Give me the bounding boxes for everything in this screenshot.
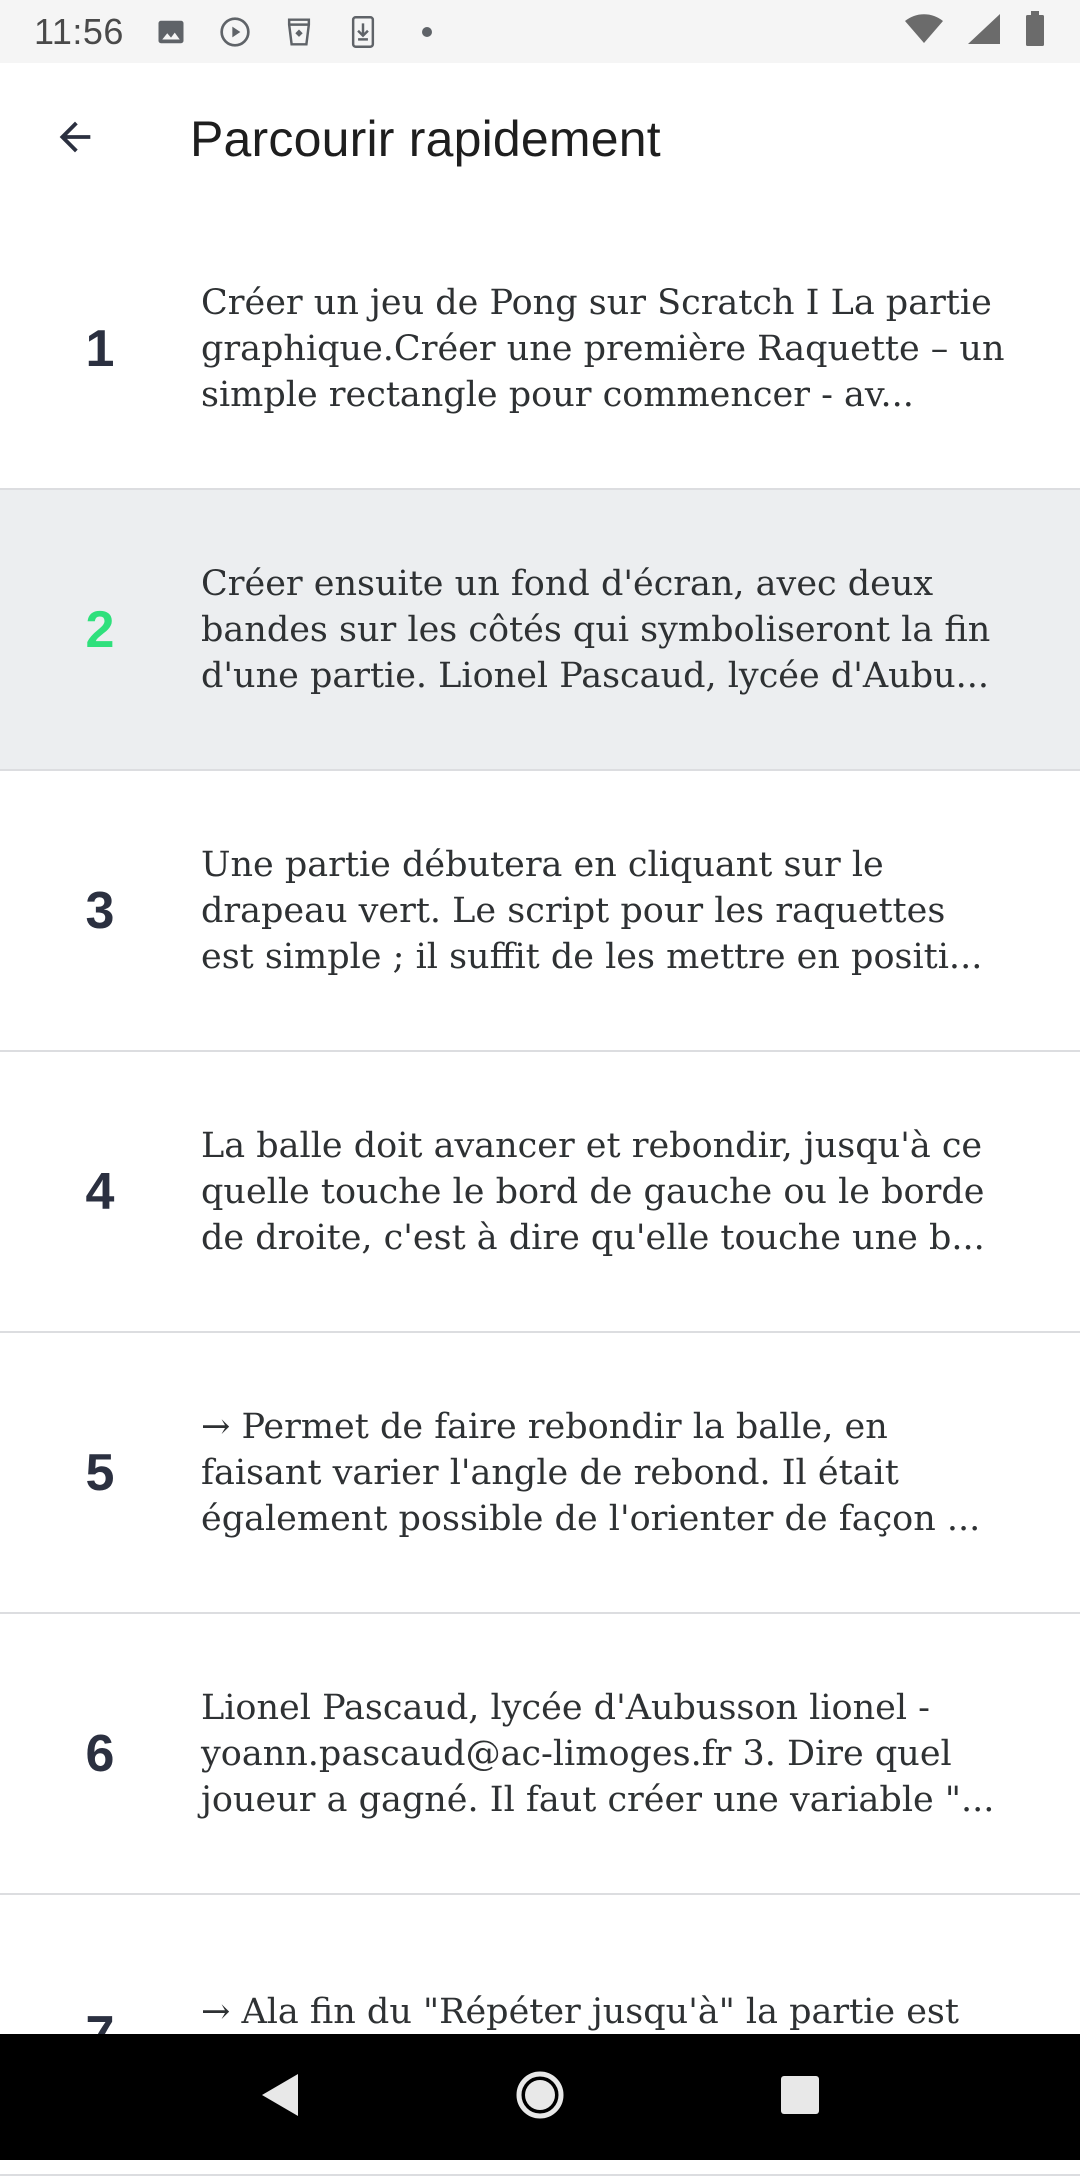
back-triangle-icon	[260, 2072, 300, 2123]
item-text: La balle doit avancer et rebondir, jusqu'à ce quelle touche le bord de gauche ou le borde de droite, c'est à dire qu'elle touche une b...	[201, 1125, 985, 1258]
item-number: 1	[85, 319, 115, 378]
status-notification-icons	[154, 15, 444, 49]
dot-icon	[410, 15, 444, 49]
shield-icon	[282, 15, 316, 49]
list-item[interactable]	[0, 209, 1080, 490]
nav-home-button[interactable]	[495, 2052, 585, 2142]
list-item[interactable]	[0, 1614, 1080, 1895]
status-system-icons	[904, 11, 1046, 52]
item-number: 6	[85, 1724, 115, 1783]
back-button[interactable]	[20, 84, 130, 194]
nav-recents-button[interactable]	[755, 2052, 845, 2142]
item-number: 2	[85, 600, 115, 659]
play-circle-icon	[218, 15, 252, 49]
nav-back-button[interactable]	[235, 2052, 325, 2142]
wifi-icon	[904, 13, 944, 50]
list-item-selected[interactable]	[0, 490, 1080, 771]
navigation-bar	[0, 2034, 1080, 2160]
signal-icon	[966, 12, 1002, 51]
list-item[interactable]	[0, 1052, 1080, 1333]
battery-icon	[1024, 11, 1046, 52]
item-text: Créer un jeu de Pong sur Scratch I La partie graphique.Créer une première Raquette – un simple rectangle pour commencer - av...	[201, 282, 1005, 415]
item-number: 3	[85, 881, 115, 940]
item-number: 5	[85, 1443, 115, 1502]
recents-square-icon	[779, 2074, 821, 2121]
status-bar	[0, 0, 1080, 63]
item-text: Une partie débutera en cliquant sur le drapeau vert. Le script pour les raquettes est simple ; il suffit de les mettre en positi...	[201, 844, 983, 977]
download-icon	[346, 15, 380, 49]
item-text: → Permet de faire rebondir la balle, en faisant varier l'angle de rebond. Il était également possible de l'orienter de façon ...	[201, 1406, 981, 1539]
page-list[interactable]	[0, 209, 1080, 2034]
list-item[interactable]	[0, 771, 1080, 1052]
item-text: Créer ensuite un fond d'écran, avec deux bandes sur les côtés qui symboliseront la fin d'une partie. Lionel Pascaud, lycée d'Aubu...	[201, 563, 991, 696]
home-circle-icon	[515, 2070, 565, 2125]
arrow-back-icon	[52, 114, 98, 165]
status-time: 11:56	[34, 10, 124, 52]
image-icon	[154, 15, 188, 49]
app-bar	[0, 63, 1080, 215]
item-text: → Ala fin du "Répéter jusqu'à" la partie est	[201, 1991, 959, 2032]
list-item[interactable]	[0, 1333, 1080, 1614]
item-number: 4	[85, 1162, 115, 1221]
page-title: Parcourir rapidement	[190, 111, 661, 167]
item-text: Lionel Pascaud, lycée d'Aubusson lionel -yoann.pascaud@ac-limoges.fr 3. Dire quel joueur a gagné. Il faut créer une variable "...	[201, 1687, 995, 1820]
